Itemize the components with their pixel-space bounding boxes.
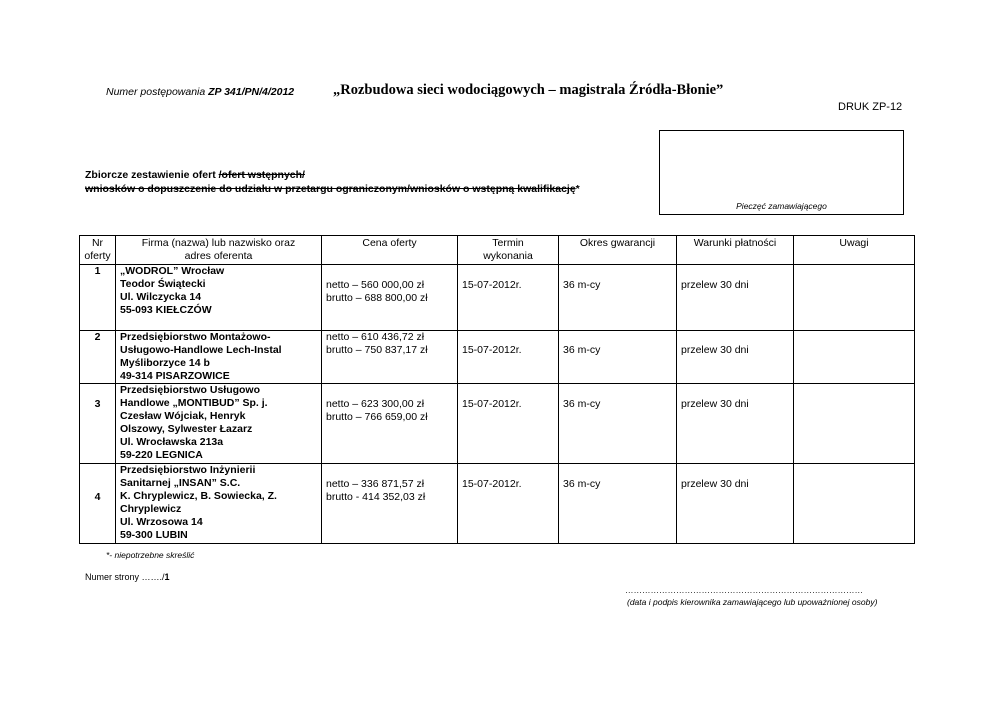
- row-nr: 4: [80, 464, 116, 544]
- footnote: *- niepotrzebne skreślić: [106, 550, 195, 560]
- stamp-box: [659, 130, 904, 215]
- row-notes: [794, 384, 915, 464]
- document-title: „Rozbudowa sieci wodociągowych – magistrala Źródła-Błonie”: [333, 82, 724, 98]
- proceeding-label: Numer postępowania: [106, 86, 209, 98]
- table-row: [80, 384, 915, 464]
- row-notes: [794, 331, 915, 384]
- row-notes: [794, 464, 915, 544]
- header-nr: Nr oferty: [80, 236, 116, 265]
- row-price: netto – 336 871,57 zł brutto - 414 352,03 zł: [322, 464, 458, 544]
- row-payment: przelew 30 dni: [677, 265, 794, 331]
- row-firm: Przedsiębiorstwo Montażowo- Usługowo-Handlowe Lech-Instal Myśliborzyce 14 b 49-314 PISARZOWICE: [116, 331, 322, 384]
- table-row: [80, 464, 915, 544]
- row-warranty: 36 m-cy: [559, 464, 677, 544]
- page-label: Numer strony ……./: [85, 572, 165, 582]
- header-warranty: Okres gwarancji: [559, 236, 677, 265]
- stamp-label: Pieczęć zamawiającego: [736, 201, 827, 211]
- row-payment: przelew 30 dni: [677, 331, 794, 384]
- page-value: 1: [164, 572, 170, 582]
- row-firm: Przedsiębiorstwo Inżynierii Sanitarnej „INSAN” S.C. K. Chryplewicz, B. Sowiecka, Z. Chryplewicz Ul. Wrzosowa 14 59-300 LUBIN: [116, 464, 322, 544]
- page-number: [85, 572, 170, 582]
- header-notes: Uwagi: [794, 236, 915, 265]
- offers-table: [79, 235, 915, 544]
- signature-label: (data i podpis kierownika zamawiającego lub upoważnionej osoby): [627, 597, 878, 607]
- row-nr: 2: [80, 331, 116, 384]
- row-nr: 3: [80, 384, 116, 464]
- row-notes: [794, 265, 915, 331]
- summary-line-2: [85, 182, 580, 196]
- table-header-row: [80, 236, 915, 265]
- row-nr: 1: [80, 265, 116, 331]
- table-row: [80, 331, 915, 384]
- header-term: Termin wykonania: [458, 236, 559, 265]
- proceeding-number-line: [106, 86, 294, 98]
- summary-struck-2: wniosków o dopuszczenie do udziału w przetargu ograniczonym/wniosków o wstępną kwalifikację: [85, 183, 576, 195]
- row-firm: Przedsiębiorstwo Usługowo Handlowe „MONTIBUD” Sp. j. Czesław Wójciak, Henryk Olszowy, Sylwester Łazarz Ul. Wrocławska 213a 59-220 LEGNICA: [116, 384, 322, 464]
- row-price: netto – 560 000,00 zł brutto – 688 800,00 zł: [322, 265, 458, 331]
- row-term: 15-07-2012r.: [458, 464, 559, 544]
- row-term: 15-07-2012r.: [458, 331, 559, 384]
- table-row: [80, 265, 915, 331]
- row-payment: przelew 30 dni: [677, 384, 794, 464]
- header-firm: Firma (nazwa) lub nazwisko oraz adres oferenta: [116, 236, 322, 265]
- signature-line: …………………………………………………………………………: [625, 585, 863, 595]
- summary-heading: [85, 168, 580, 196]
- row-term: 15-07-2012r.: [458, 384, 559, 464]
- proceeding-number: ZP 341/PN/4/2012: [208, 86, 295, 98]
- row-price: netto – 623 300,00 zł brutto – 766 659,00 zł: [322, 384, 458, 464]
- row-payment: przelew 30 dni: [677, 464, 794, 544]
- summary-struck-1: /ofert wstępnych/: [218, 169, 305, 181]
- row-price: netto – 610 436,72 zł brutto – 750 837,17 zł: [322, 331, 458, 384]
- summary-suffix: *: [575, 183, 580, 195]
- row-warranty: 36 m-cy: [559, 384, 677, 464]
- summary-prefix: Zbiorcze zestawienie ofert: [85, 169, 219, 181]
- row-warranty: 36 m-cy: [559, 265, 677, 331]
- row-warranty: 36 m-cy: [559, 331, 677, 384]
- summary-line-1: [85, 168, 580, 182]
- header-payment: Warunki płatności: [677, 236, 794, 265]
- row-firm: „WODROL” Wrocław Teodor Świątecki Ul. Wilczycka 14 55-093 KIEŁCZÓW: [116, 265, 322, 331]
- form-code: DRUK ZP-12: [838, 101, 903, 113]
- header-price: Cena oferty: [322, 236, 458, 265]
- row-term: 15-07-2012r.: [458, 265, 559, 331]
